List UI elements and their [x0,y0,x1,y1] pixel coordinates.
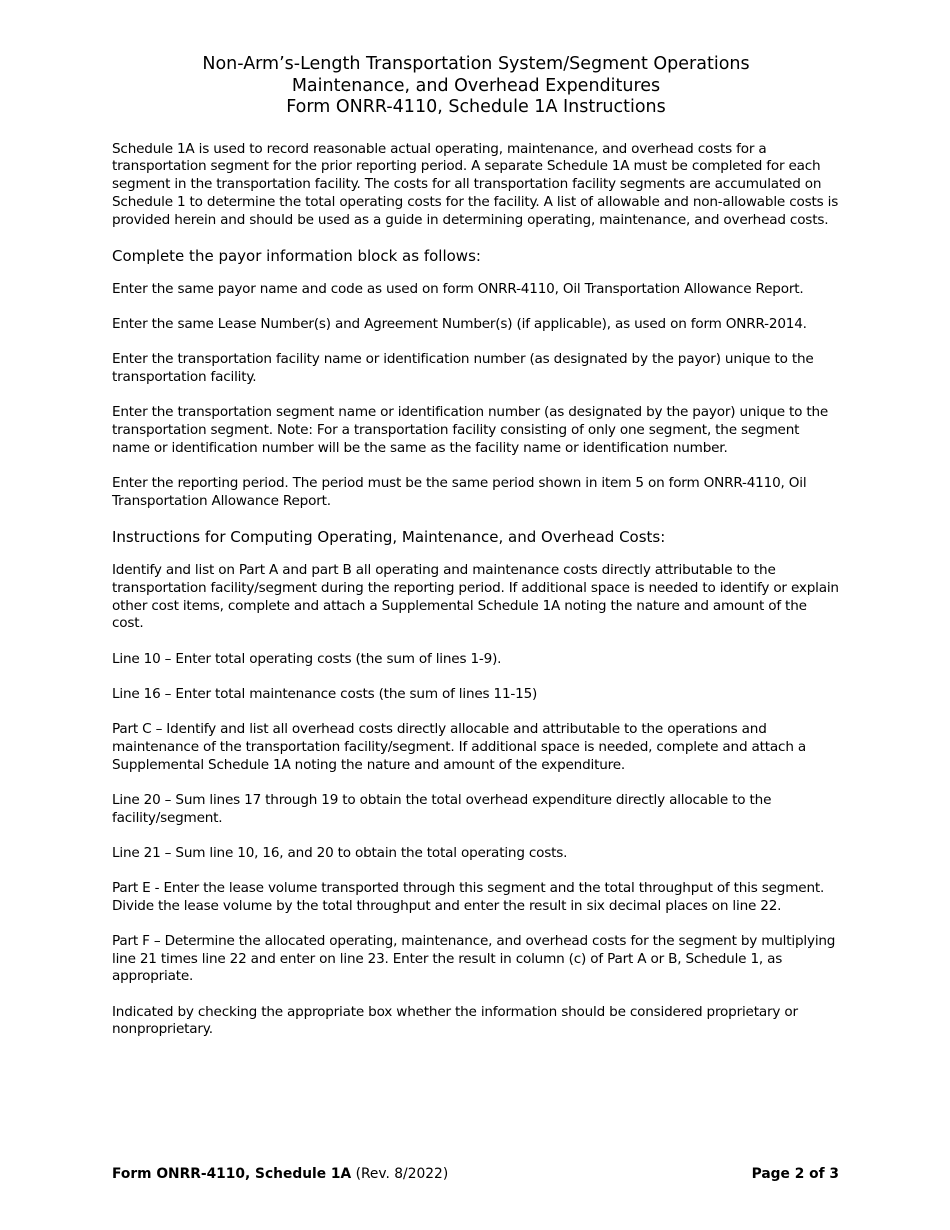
payor-item: Enter the same payor name and code as used on form ONRR-4110, Oil Transportation Allowance Report. [112,280,804,297]
document-page [112,54,840,1057]
intro-paragraph: Schedule 1A is used to record reasonable actual operating, maintenance, and overhead costs for a transportation segment for the prior reporting period. A separate Schedule 1A must be completed for each segment in the transportation facility. The costs for all transportation facility segments are accumulated on Schedule 1 to determine the total operating costs for the facility. A list of allowable and non-allowable costs is provided herein and should be used as a guide in determining operating, maintenance, and overhead costs. [112,140,839,228]
footer-form-label: Form ONRR-4110, Schedule 1A [112,1166,352,1182]
title-line-2: Maintenance, and Overhead Expenditures [291,75,661,96]
document-title [112,54,840,119]
computing-item: Identify and list on Part A and part B all operating and maintenance costs directly attributable to the transportation facility/segment during the reporting period. If additional space is needed to identify or explain other cost items, complete and attach a Supplemental Schedule 1A noting the nature and amount of the cost. [112,562,839,632]
computing-item: Line 21 – Sum line 10, 16, and 20 to obtain the total operating costs. [112,844,568,861]
footer-revision: (Rev. 8/2022) [355,1166,449,1182]
payor-item: Enter the transportation segment name or identification number (as designated by the payor) unique to the transportation segment. Note: For a transportation facility consisting of only one segment, the segment name or identification number will be the same as the facility name or identification number. [112,404,829,456]
computing-item: Indicated by checking the appropriate box whether the information should be considered proprietary or nonproprietary. [112,1003,798,1038]
computing-item: Line 16 – Enter total maintenance costs (the sum of lines 11-15) [112,685,538,702]
page-footer [112,1165,839,1183]
computing-item: Part C – Identify and list all overhead costs directly allocable and attributable to the operations and maintenance of the transportation facility/segment. If additional space is needed, complete and attach a Supplemental Schedule 1A noting the nature and amount of the expenditure. [112,720,806,773]
computing-item: Line 10 – Enter total operating costs (the sum of lines 1-9). [112,650,502,667]
payor-item: Enter the transportation facility name or identification number (as designated by the payor) unique to the transportation facility. [112,351,814,386]
payor-item: Enter the same Lease Number(s) and Agreement Number(s) (if applicable), as used on form ONRR-2014. [112,316,807,333]
computing-item: Line 20 – Sum lines 17 through 19 to obtain the total overhead expenditure directly allocable to the facility/segment. [112,791,772,826]
title-line-1: Non-Arm’s-Length Transportation System/Segment Operations [202,54,750,74]
title-line-3: Form ONRR-4110, Schedule 1A Instructions [286,97,666,117]
computing-heading: Instructions for Computing Operating, Maintenance, and Overhead Costs: [112,528,666,546]
footer-form-id [112,1165,448,1183]
computing-item: Part E - Enter the lease volume transported through this segment and the total throughput of this segment. Divide the lease volume by the total throughput and enter the result in six decimal places on line 22. [112,879,825,914]
payor-item: Enter the reporting period. The period must be the same period shown in item 5 on form ONRR-4110, Oil Transportation Allowance Report. [112,475,807,509]
computing-item: Part F – Determine the allocated operating, maintenance, and overhead costs for the segment by multiplying line 21 times line 22 and enter on line 23. Enter the result in column (c) of Part A or B, Schedule 1, as appropriate. [112,932,836,985]
payor-heading: Complete the payor information block as follows: [112,246,481,265]
footer-page-number: Page 2 of 3 [751,1166,839,1182]
